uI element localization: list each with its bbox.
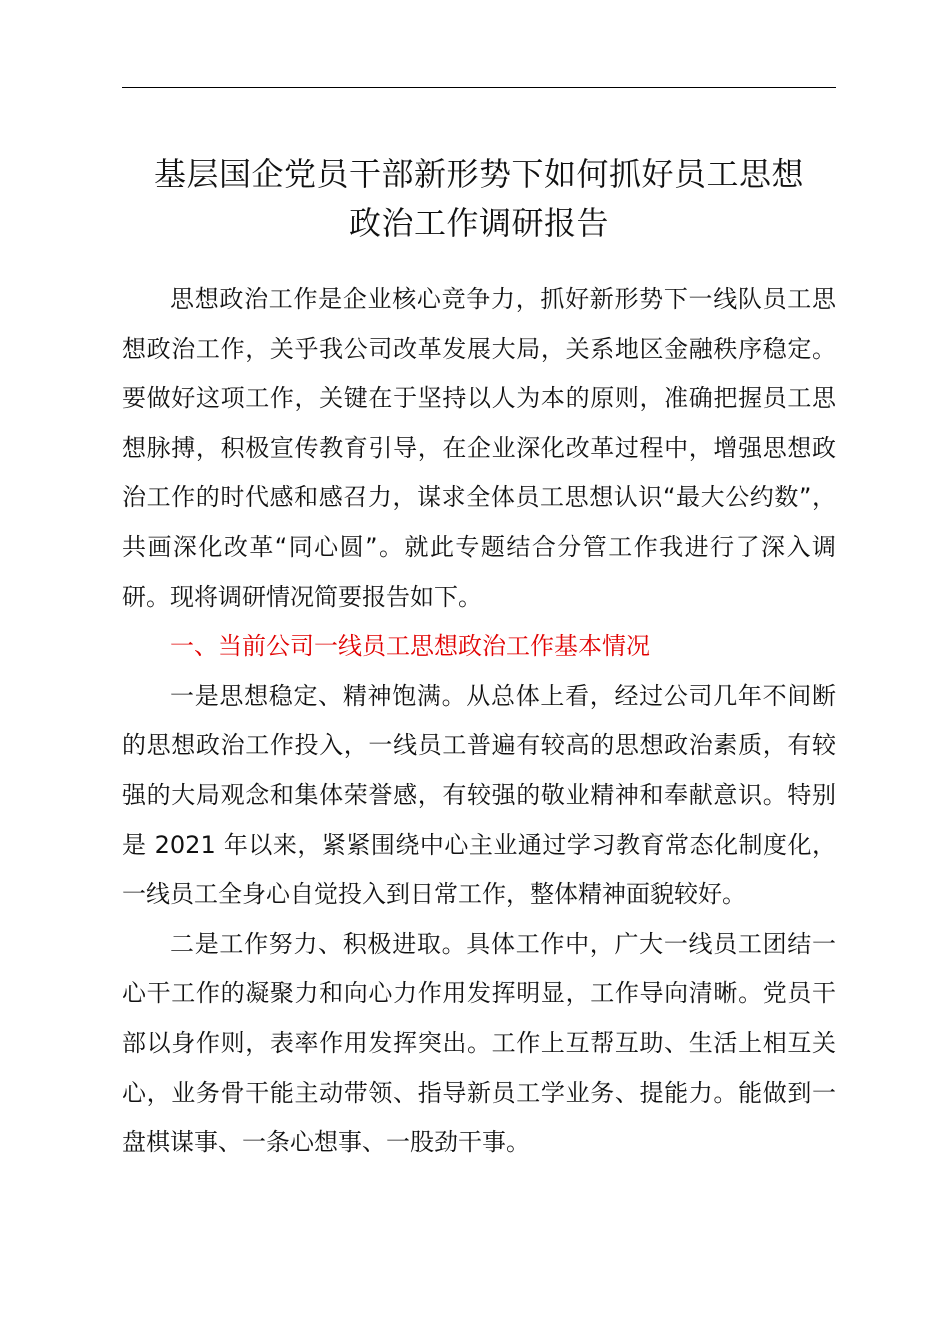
document-body (122, 275, 836, 1168)
body-paragraph-1: 一是思想稳定、精神饱满。从总体上看，经过公司几年不间断的思想政治工作投入，一线员工普遍有较高的思想政治素质，有较强的大局观念和集体荣誉感，有较强的敬业精神和奉献意识。特别是 2021 年以来，紧紧围绕中心主业通过学习教育常态化制度化，一线员工全身心自觉投入到日常工作，整体精神面貌较好。 (122, 681, 836, 909)
body-paragraph-2: 二是工作努力、积极进取。具体工作中，广大一线员工团结一心干工作的凝聚力和向心力作用发挥明显，工作导向清晰。党员干部以身作则，表率作用发挥突出。工作上互帮互助、生活上相互关心，业务骨干能主动带领、指导新员工学业务、提能力。能做到一盘棋谋事、一条心想事、一股劲干事。 (122, 929, 836, 1157)
document-title (122, 150, 836, 248)
intro-paragraph: 思想政治工作是企业核心竞争力，抓好新形势下一线队员工思想政治工作，关乎我公司改革发展大局，关系地区金融秩序稳定。要做好这项工作，关键在于坚持以人为本的原则，准确把握员工思想脉搏，积极宣传教育引导，在企业深化改革过程中，增强思想政治工作的时代感和感召力，谋求全体员工思想认识“最大公约数”，共画深化改革“同心圆”。就此专题结合分管工作我进行了深入调研。现将调研情况简要报告如下。 (122, 285, 836, 611)
section-heading-1: 一、当前公司一线员工思想政治工作基本情况 (170, 632, 650, 661)
header-rule (122, 87, 836, 88)
title-line-2: 政治工作调研报告 (348, 204, 609, 242)
title-line-1: 基层国企党员干部新形势下如何抓好员工思想 (153, 155, 804, 193)
